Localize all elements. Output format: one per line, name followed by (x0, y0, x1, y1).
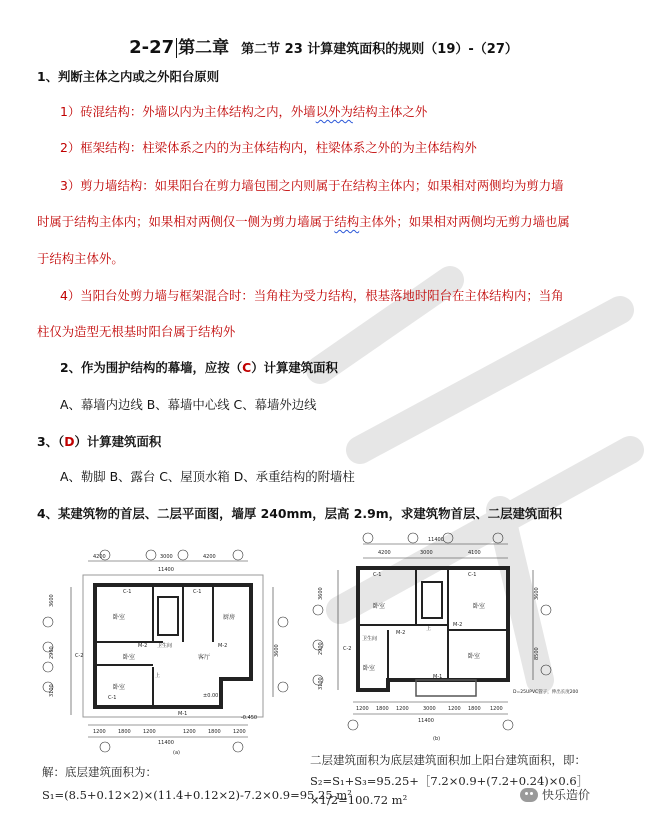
svg-text:M-2: M-2 (138, 643, 148, 649)
second-floor-plan (308, 530, 579, 745)
solution-right-formula-2: ×1/2=100.72 m² (310, 793, 408, 807)
svg-text:M-2: M-2 (453, 622, 463, 628)
svg-text:8500: 8500 (534, 647, 540, 660)
svg-text:卧室: 卧室 (113, 684, 126, 691)
svg-text:4200: 4200 (203, 554, 216, 560)
svg-text:2900: 2900 (318, 642, 324, 655)
svg-text:-0.450: -0.450 (241, 715, 258, 721)
svg-text:上: 上 (155, 673, 161, 679)
svg-text:1800: 1800 (376, 706, 389, 712)
wechat-logo (520, 786, 590, 803)
svg-text:1200: 1200 (233, 729, 246, 735)
svg-text:1800: 1800 (468, 706, 481, 712)
svg-text:4200: 4200 (378, 550, 391, 556)
svg-text:C-2: C-2 (75, 653, 84, 659)
solution-right-formula-1: S₂=S₁+S₃=95.25+［7.2×0.9+(7.2+0.24)×0.6］ (310, 774, 589, 788)
svg-text:1200: 1200 (396, 706, 409, 712)
svg-text:3600: 3600 (318, 587, 324, 600)
svg-text:C-1: C-1 (193, 589, 202, 595)
q1-item-3-line-2: 时属于结构主体内；如果相对两侧仅一侧为剪力墙属于结构主体外；如果相对两侧均无剪力墙也属 (37, 214, 570, 229)
svg-text:11400: 11400 (428, 537, 444, 543)
q1-item-3-line-1: 3）剪力墙结构：如果阳台在剪力墙包围之内则属于在结构主体内；如果相对两侧均为剪力墙 (60, 178, 564, 193)
question-2-options: A、幕墙内边线 B、幕墙中心线 C、幕墙外边线 (60, 397, 317, 412)
svg-text:卫生间: 卫生间 (157, 643, 173, 649)
svg-text:1800: 1800 (208, 729, 221, 735)
svg-text:M-1: M-1 (178, 711, 188, 717)
question-1-heading: 1、判断主体之内或之外阳台原则 (37, 69, 220, 84)
svg-text:2900: 2900 (49, 646, 55, 659)
svg-text:3600: 3600 (534, 587, 540, 600)
svg-text:3100: 3100 (318, 677, 324, 690)
svg-text:C-1: C-1 (123, 589, 132, 595)
q1-item-2: 2）框架结构：柱梁体系之内的为主体结构内，柱梁体系之外的为主体结构外 (60, 140, 477, 155)
svg-text:4100: 4100 (468, 550, 481, 556)
svg-text:C-1: C-1 (108, 695, 117, 701)
svg-text:卧室: 卧室 (468, 653, 481, 660)
q1-item-1: 1）砖混结构：外墙以内为主体结构之内，外墙以外为结构主体之外 (60, 104, 428, 119)
svg-text:卧室: 卧室 (373, 603, 386, 610)
svg-text:3100: 3100 (49, 684, 55, 697)
solution-left-label: 解：底层建筑面积为： (42, 765, 157, 779)
svg-text:11400: 11400 (418, 718, 434, 724)
svg-text:1200: 1200 (183, 729, 196, 735)
question-3: 3、（D）计算建筑面积 (37, 434, 162, 449)
svg-text:11400: 11400 (158, 740, 174, 746)
svg-text:3000: 3000 (423, 706, 436, 712)
svg-text:M-2: M-2 (396, 630, 406, 636)
svg-text:(b): (b) (433, 736, 441, 742)
question-4-heading: 4、某建筑物的首层、二层平面图，墙厚 240mm，层高 2.9m，求建筑物首层、二层建筑面积 (37, 506, 563, 521)
question-3-options: A、勒脚 B、露台 C、屋顶水箱 D、承重结构的附墙柱 (60, 469, 355, 484)
svg-text:客厅: 客厅 (198, 654, 211, 661)
logo-text: 快乐造价 (542, 788, 591, 802)
q1-item-4-line-1: 4）当阳台处剪力墙与框架混合时：当角柱为受力结构，根基落地时阳台在主体结构内；当角 (60, 288, 564, 303)
svg-text:卧室: 卧室 (123, 654, 136, 661)
svg-text:厨房: 厨房 (223, 614, 236, 621)
svg-text:M-2: M-2 (218, 643, 228, 649)
svg-text:3000: 3000 (420, 550, 433, 556)
solution-right-label: 二层建筑面积为底层建筑面积加上阳台建筑面积，即： (310, 753, 586, 767)
svg-text:1200: 1200 (143, 729, 156, 735)
question-2: 2、作为围护结构的幕墙，应按（C）计算建筑面积 (60, 360, 338, 375)
svg-text:1200: 1200 (356, 706, 369, 712)
svg-text:卫生间: 卫生间 (362, 636, 378, 642)
solution-left-formula: S₁=(8.5+0.12×2)×(11.4+0.12×2)-7.2×0.9=95.25 m² (42, 788, 352, 802)
svg-text:3000: 3000 (160, 554, 173, 560)
svg-text:(a): (a) (173, 750, 180, 756)
svg-text:4200: 4200 (93, 554, 106, 560)
svg-text:11400: 11400 (158, 567, 174, 573)
svg-text:3600: 3600 (274, 644, 280, 657)
svg-text:卧室: 卧室 (113, 614, 126, 621)
page-title: 2-27 第二章 第二节 23 计算建筑面积的规则（19）-（27） (129, 37, 518, 58)
svg-text:D=25UPVC管子，伸出长度200: D=25UPVC管子，伸出长度200 (513, 690, 579, 695)
svg-text:C-2: C-2 (343, 646, 352, 652)
svg-text:上: 上 (426, 626, 432, 632)
q1-item-4-line-2: 柱仅为造型无根基时阳台属于结构外 (37, 324, 236, 339)
svg-text:C-1: C-1 (373, 572, 382, 578)
q1-item-3-line-3: 于结构主体外。 (37, 251, 124, 266)
svg-text:1200: 1200 (490, 706, 503, 712)
svg-text:1200: 1200 (448, 706, 461, 712)
svg-text:卧室: 卧室 (473, 603, 486, 610)
svg-text:1200: 1200 (93, 729, 106, 735)
ground-floor-plan (33, 547, 298, 755)
svg-text:卧室: 卧室 (363, 665, 376, 672)
chat-icon (520, 788, 538, 802)
svg-text:3600: 3600 (49, 594, 55, 607)
svg-text:1800: 1800 (118, 729, 131, 735)
svg-text:M-1: M-1 (433, 674, 443, 680)
svg-text:±0.00: ±0.00 (203, 693, 219, 699)
svg-text:C-1: C-1 (468, 572, 477, 578)
